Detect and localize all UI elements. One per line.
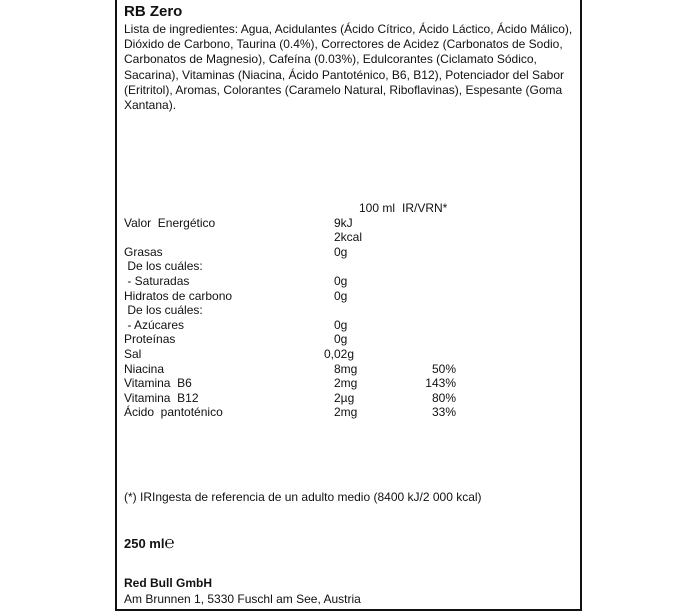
product-label (115, 0, 582, 611)
product-title: RB Zero (124, 3, 183, 20)
nutrition-row: Grasas 0g (124, 244, 348, 259)
nutrition-row: Ácido pantoténico 2mg 33% (124, 405, 456, 420)
ingredients-list: Lista de ingredientes: Agua, Acidulantes (Ácido Cítrico, Ácido Láctico, Ácido Málico), Dióxido de Carbono, Taurina (0.4%), Correctores de Acidez (Carbonatos de Sodio, Carbonatos de Magnesio), Cafeína (0.03%), Edulcorantes (Ciclamato Sódico, Sacarina), Vitaminas (Niacina, Ácido Pantoténico, B6, B12), Potenciador del Sabor (Eritritol), Aromas, Colorantes (Caramelo Natural, Riboflavinas), Espesante (Goma Xantana). (124, 22, 573, 113)
manufacturer-address: Am Brunnen 1, 5330 Fuschl am See, Austria (124, 592, 361, 606)
nutrition-row: Vitamina B6 2mg 143% (124, 376, 456, 391)
nutrition-row: Hidratos de carbono 0g (124, 288, 348, 303)
nutrition-header (124, 201, 574, 216)
nutrition-row: 2kcal (334, 230, 363, 245)
nutrition-row: - Azúcares 0g (124, 317, 348, 332)
nutrition-row: Niacina 8mg 50% (124, 361, 456, 376)
nutrition-row: - Saturadas 0g (124, 273, 348, 288)
nutrition-row: De los cuáles: (124, 303, 203, 318)
estimated-sign-icon: ℮ (164, 533, 175, 553)
nutrition-row: Sal 0,02g (124, 346, 355, 361)
reference-intake-footnote: (*) IRIngesta de referencia de un adulto medio (8400 kJ/2 000 kcal) (124, 490, 482, 504)
nutrition-row: Vitamina B12 2µg 80% (124, 390, 456, 405)
nutrition-row: De los cuáles: (124, 259, 203, 274)
nutrition-row: Valor Energético 9kJ (124, 215, 353, 230)
nutrition-row: Proteínas 0g (124, 332, 348, 347)
reference-intake-header: IR/VRN* (402, 201, 448, 215)
per-100ml-header: 100 ml (359, 201, 396, 215)
volume-amount: 250 ml (124, 536, 165, 551)
manufacturer-name: Red Bull GmbH (124, 576, 213, 590)
nutrition-table (124, 201, 574, 420)
net-volume (124, 533, 175, 553)
